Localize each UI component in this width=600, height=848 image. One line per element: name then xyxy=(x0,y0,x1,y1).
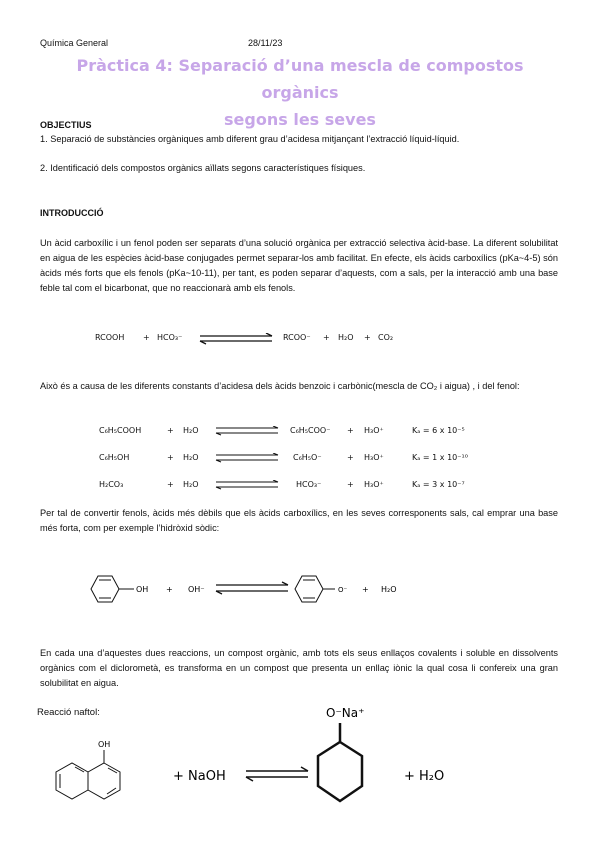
phenol-structure xyxy=(91,576,134,602)
phenol-plus2: + xyxy=(362,585,369,594)
naphthol-structure xyxy=(56,750,120,799)
reaction1-reactant1: RCOOH xyxy=(95,333,125,342)
intro-paragraph-4: En cada una d’aquestes dues reaccions, un compost orgànic, amb tots els seus enllaços covalents i soluble en dissolvents orgànics com el diclorometà, es transforma en un compost que presenta un enllaç iònic la qual cosa li confereix una gran solubilitat en aigua. xyxy=(40,648,558,688)
phenol-plus1: + xyxy=(166,585,173,594)
objectives-heading: OBJECTIUS xyxy=(40,120,92,130)
objective-1: 1. Separació de substàncies orgàniques amb diferent grau d’acidesa mitjançant l’extracció líquid-líquid. xyxy=(40,134,460,144)
eq3-reactant: H₂CO₃ xyxy=(99,480,124,489)
eq3-plus1: + xyxy=(167,480,174,489)
equilibrium-arrow-1 xyxy=(198,333,274,345)
eq2-reactant: C₆H₅OH xyxy=(99,453,130,462)
reaction1-plus3: + xyxy=(364,333,371,342)
equilibrium-arrow-naphthol xyxy=(246,767,308,781)
reaction1-plus2: + xyxy=(323,333,330,342)
reaction1-product3: CO₂ xyxy=(378,333,394,342)
naphthol-reagent: + NaOH xyxy=(173,769,226,784)
eq3-product: HCO₃⁻ xyxy=(296,480,322,489)
naphthol-label: Reacció naftol: xyxy=(37,707,100,718)
eq1-plus2: + xyxy=(347,426,354,435)
naphthol-water: + H₂O xyxy=(404,769,445,784)
header-date: 28/11/23 xyxy=(248,38,283,48)
intro-heading: INTRODUCCIÓ xyxy=(40,208,104,218)
eq3-ion: H₃O⁺ xyxy=(364,480,384,489)
eq2-ka: Kₐ = 1 x 10⁻¹⁰ xyxy=(412,453,468,462)
eq3-ka: Kₐ = 3 x 10⁻⁷ xyxy=(412,480,465,489)
intro-paragraph-2: Això és a causa de les diferents constants d’acidesa dels àcids benzoic i carbònic(mescla de CO₂ i aigua) , i del fenol: xyxy=(40,381,520,391)
acidity-equilibria xyxy=(0,426,600,496)
eq2-water: H₂O xyxy=(183,453,199,462)
naphtholate-structure xyxy=(318,723,362,801)
eq2-plus1: + xyxy=(167,453,174,462)
eq1-ion: H₃O⁺ xyxy=(364,426,384,435)
naphtholate-label: O⁻Na⁺ xyxy=(326,706,365,720)
intro-paragraph-1: Un àcid carboxílic i un fenol poden ser separats d’una solució orgànica per extracció selectiva àcid-base. La diferent solubilitat en aigua de les espècies àcid-base conjugades permet separar-los amb facilitat. En efecte, els àcids carboxílics (pKa~4-5) són àcids més forts que els fenols (pKa~10-11), per tant, es poden separar d’aquests, com a sals, per la interacció amb una base feble tal com el bicarbonat, que no reaccionarà amb els fenols. xyxy=(40,238,558,293)
eq1-water: H₂O xyxy=(183,426,199,435)
naphthol-oh-label: OH xyxy=(98,740,111,749)
naphthol-reaction xyxy=(0,700,600,848)
eq3-plus2: + xyxy=(347,480,354,489)
hydroxide-label: OH⁻ xyxy=(188,585,205,594)
page-title xyxy=(40,52,560,133)
phenoxide-structure xyxy=(295,576,335,602)
eq1-plus1: + xyxy=(167,426,174,435)
eq2-product: C₆H₅O⁻ xyxy=(293,453,322,462)
reaction1-product1: RCOO⁻ xyxy=(283,333,311,342)
eq2-arrow xyxy=(214,453,280,463)
eq2-plus2: + xyxy=(347,453,354,462)
phenoxide-o-label: O⁻ xyxy=(338,586,348,594)
eq1-arrow xyxy=(214,426,280,436)
eq3-water: H₂O xyxy=(183,480,199,489)
intro-paragraph-3: Per tal de convertir fenols, àcids més dèbils que els àcids carboxílics, en les seves corresponents sals, cal emprar una base més forta, com per exemple l’hidròxid sòdic: xyxy=(40,508,558,533)
header-course: Química General xyxy=(40,38,109,48)
phenol-water: H₂O xyxy=(381,585,397,594)
reaction1-plus1: + xyxy=(143,333,150,342)
reaction1-product2: H₂O xyxy=(338,333,354,342)
phenol-reaction xyxy=(80,566,420,616)
phenol-oh-label: OH xyxy=(136,585,149,594)
eq1-reactant: C₆H₅COOH xyxy=(99,426,142,435)
title-line1: Pràctica 4: Separació d’una mescla de compostos orgànics xyxy=(76,56,524,102)
eq3-arrow xyxy=(214,480,280,490)
eq1-product: C₆H₅COO⁻ xyxy=(290,426,331,435)
objective-2: 2. Identificació dels compostos orgànics aïllats segons característiques físiques. xyxy=(40,163,366,173)
title-line2: segons les seves xyxy=(224,110,376,129)
equilibrium-arrow-phenol xyxy=(216,582,288,594)
reaction1-reactant2: HCO₃⁻ xyxy=(157,333,183,342)
eq2-ion: H₃O⁺ xyxy=(364,453,384,462)
eq1-ka: Kₐ = 6 x 10⁻⁵ xyxy=(412,426,465,435)
